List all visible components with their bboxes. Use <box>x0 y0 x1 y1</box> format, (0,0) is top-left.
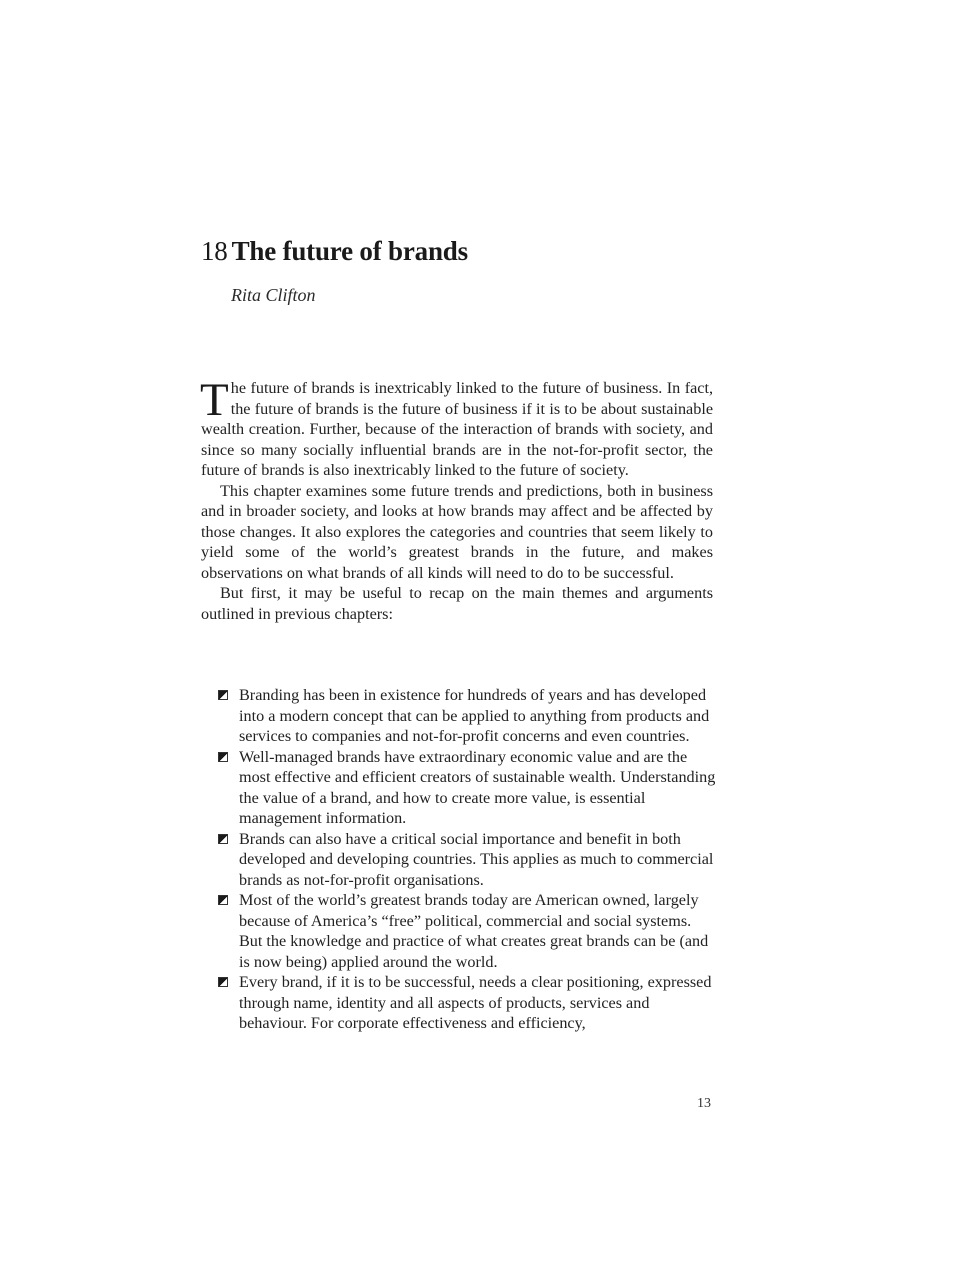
list-item <box>218 747 718 829</box>
square-bullet-icon <box>218 895 228 905</box>
intro-paragraph <box>200 374 713 481</box>
chapter-author: Rita Clifton <box>231 285 316 305</box>
list-item-text: Most of the world’s greatest brands today are American owned, largely because of America’s “free” political, commercial and social systems. But the knowledge and practice of what creates great brands can be (and is now being) applied around the world. <box>239 891 709 971</box>
list-item <box>218 972 718 1034</box>
list-item-text: Every brand, if it is to be successful, needs a clear positioning, expressed through name, identity and all aspects of products, services and behaviour. For corporate effectiveness and efficiency, <box>239 973 712 1032</box>
square-bullet-icon <box>218 834 228 844</box>
list-item <box>218 685 718 747</box>
page-number: 13 <box>697 1096 711 1111</box>
list-item-text: Well-managed brands have extraordinary economic value and are the most effective and efficient creators of sustainable wealth. Understanding the value of a brand, and how to create more value, is essential management information. <box>239 747 716 827</box>
square-bullet-icon <box>218 690 228 700</box>
list-item <box>218 890 718 972</box>
list-item-text: Branding has been in existence for hundreds of years and has developed into a modern concept that can be applied to anything from products and services to companies and not-for-profit concerns and even countries. <box>239 686 710 745</box>
drop-cap: T <box>200 374 229 426</box>
paragraph-text: he future of brands is inextricably linked to the future of business. In fact, the future of brands is the future of business if it is to be about sustainable wealth creation. Further, because of the interaction of brands with society, and since so many socially influential brands are in the not-for-profit sector, the future of brands is also inextricably linked to the future of society. <box>201 379 713 479</box>
square-bullet-icon <box>218 752 228 762</box>
square-bullet-icon <box>218 977 228 987</box>
paragraph: This chapter examines some future trends and predictions, both in business and in broader society, and looks at how brands may affect and be affected by those changes. It also explores the categories and countries that seem likely to yield some of the world’s greatest brands in the future, and makes observations on what brands of all kinds will need to do to be successful. <box>201 481 713 582</box>
list-item <box>218 829 718 891</box>
paragraph: But first, it may be useful to recap on the main themes and arguments outlined in previous chapters: <box>201 584 713 623</box>
body-text <box>200 374 713 624</box>
list-item-text: Brands can also have a critical social importance and benefit in both developed and developing countries. This applies as much to commercial brands as not-for-profit organisations. <box>239 829 714 889</box>
recap-bullet-list <box>218 685 718 1034</box>
chapter-title: The future of brands <box>231 236 468 266</box>
chapter-heading <box>201 236 468 267</box>
chapter-number: 18 <box>201 236 228 266</box>
